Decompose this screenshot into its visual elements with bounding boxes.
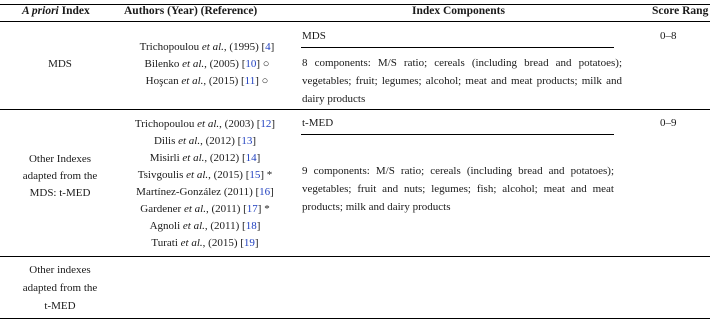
row2-component-divider bbox=[301, 134, 614, 135]
reference-link[interactable]: 11 bbox=[244, 75, 256, 87]
row2-index-name-line2: adapted from the bbox=[22, 170, 98, 182]
row1-score: 0–8 bbox=[660, 30, 677, 42]
reference-tail: ] * bbox=[260, 169, 273, 181]
reference-tail: ] bbox=[271, 118, 276, 130]
author-year: , (2015) [ bbox=[208, 169, 250, 181]
header-index-italic: A priori bbox=[22, 5, 59, 17]
author-citation bbox=[117, 41, 297, 54]
author-citation bbox=[117, 58, 297, 71]
author-citation bbox=[115, 237, 295, 250]
et-al: et al. bbox=[201, 41, 224, 53]
author-citation bbox=[115, 220, 295, 233]
reference-link[interactable]: 14 bbox=[245, 152, 257, 164]
author-name: Trichopoulou bbox=[134, 118, 198, 130]
reference-link[interactable]: 4 bbox=[265, 41, 271, 53]
reference-link[interactable]: 10 bbox=[245, 58, 257, 70]
author-year: , (1995) [ bbox=[223, 41, 266, 53]
et-al: et al. bbox=[181, 75, 204, 87]
author-name: Hoşcan bbox=[145, 75, 182, 87]
row2-component-text: 9 components: M/S ratio; cereals (including bread and potatoes); vegetables; fruit and nuts; legumes; fish; alcohol; meat and meat products; milk and dairy products bbox=[302, 165, 614, 213]
reference-tail: ] ○ bbox=[255, 75, 269, 87]
row1-component-title: MDS bbox=[302, 30, 326, 42]
reference-tail: ] bbox=[256, 220, 261, 232]
author-year: , (2012) [ bbox=[204, 152, 246, 164]
author-citation bbox=[115, 203, 295, 216]
et-al: et al. bbox=[182, 220, 205, 232]
et-al: et al. bbox=[182, 152, 205, 164]
author-year: , (2015) [ bbox=[202, 237, 244, 249]
author-citation bbox=[117, 75, 297, 88]
reference-tail: ] bbox=[252, 135, 257, 147]
et-al: et al. bbox=[182, 58, 205, 70]
author-name: Dilis bbox=[153, 135, 179, 147]
header-index-rest: Index bbox=[58, 5, 90, 17]
reference-tail: ] bbox=[270, 186, 274, 198]
author-year: , (2005) [ bbox=[204, 58, 246, 70]
row1-bottom-rule bbox=[0, 109, 710, 110]
row3-index-name-line2: adapted from the bbox=[22, 282, 98, 294]
author-name: Tsivgoulis bbox=[137, 169, 187, 181]
table-bottom-rule bbox=[0, 318, 710, 319]
author-name: Agnoli bbox=[149, 220, 183, 232]
et-al: et al. bbox=[178, 135, 201, 147]
author-year: , (2015) [ bbox=[203, 75, 245, 87]
row1-index-name: MDS bbox=[48, 58, 72, 70]
reference-link[interactable]: 19 bbox=[243, 237, 255, 249]
reference-link[interactable]: 13 bbox=[241, 135, 253, 147]
author-citation bbox=[115, 118, 295, 131]
author-year: , (2011) [ bbox=[204, 220, 246, 232]
row3-index-name-line1: Other indexes bbox=[29, 264, 91, 276]
author-name: Trichopoulou bbox=[139, 41, 202, 53]
author-year: , (2011) [ bbox=[205, 203, 247, 215]
row2-index-name-line1: Other Indexes bbox=[28, 153, 91, 165]
author-name: Turati bbox=[151, 237, 181, 249]
author-year: , (2012) [ bbox=[200, 135, 242, 147]
reference-tail: ] bbox=[270, 41, 275, 53]
author-citation bbox=[115, 186, 295, 199]
author-citation bbox=[115, 152, 295, 165]
header-components: Index Components bbox=[412, 5, 505, 17]
author-name: Bilenko bbox=[144, 58, 183, 70]
reference-tail: ] bbox=[254, 237, 259, 249]
reference-tail: ] bbox=[256, 152, 261, 164]
reference-link[interactable]: 16 bbox=[259, 186, 271, 198]
row1-component-divider bbox=[301, 47, 614, 48]
reference-tail: ] ○ bbox=[256, 58, 270, 70]
reference-link[interactable]: 18 bbox=[245, 220, 257, 232]
author-citation bbox=[115, 169, 295, 182]
row3-index-name-line3: t-MED bbox=[44, 300, 76, 312]
author-name: Misirli bbox=[149, 152, 183, 164]
row1-component-text: 8 components: M/S ratio; cereals (including bread and potatoes); vegetables; fruit; legumes; alcohol; meat and meat products; milk and dairy products bbox=[302, 57, 622, 105]
et-al: et al. bbox=[180, 237, 203, 249]
et-al: et al. bbox=[186, 169, 209, 181]
author-name: Gardener bbox=[140, 203, 184, 215]
row2-component-title: t-MED bbox=[302, 117, 334, 129]
reference-link[interactable]: 12 bbox=[260, 118, 272, 130]
et-al: et al. bbox=[183, 203, 206, 215]
header-index bbox=[22, 5, 90, 18]
reference-tail: ] * bbox=[257, 203, 270, 215]
table-top-rule bbox=[0, 4, 710, 5]
row2-bottom-rule bbox=[0, 256, 710, 257]
author-name: Martínez-González (2011) [ bbox=[136, 186, 260, 198]
row2-index-name-line3: MDS: t-MED bbox=[29, 187, 91, 199]
header-bottom-rule bbox=[0, 21, 710, 22]
row2-score: 0–9 bbox=[660, 117, 677, 129]
header-authors: Authors (Year) (Reference) bbox=[124, 5, 258, 17]
reference-link[interactable]: 17 bbox=[246, 203, 258, 215]
author-citation bbox=[115, 135, 295, 148]
reference-link[interactable]: 15 bbox=[249, 169, 261, 181]
author-year: , (2003) [ bbox=[219, 118, 261, 130]
header-score: Score Rang bbox=[652, 5, 709, 17]
et-al: et al. bbox=[197, 118, 220, 130]
